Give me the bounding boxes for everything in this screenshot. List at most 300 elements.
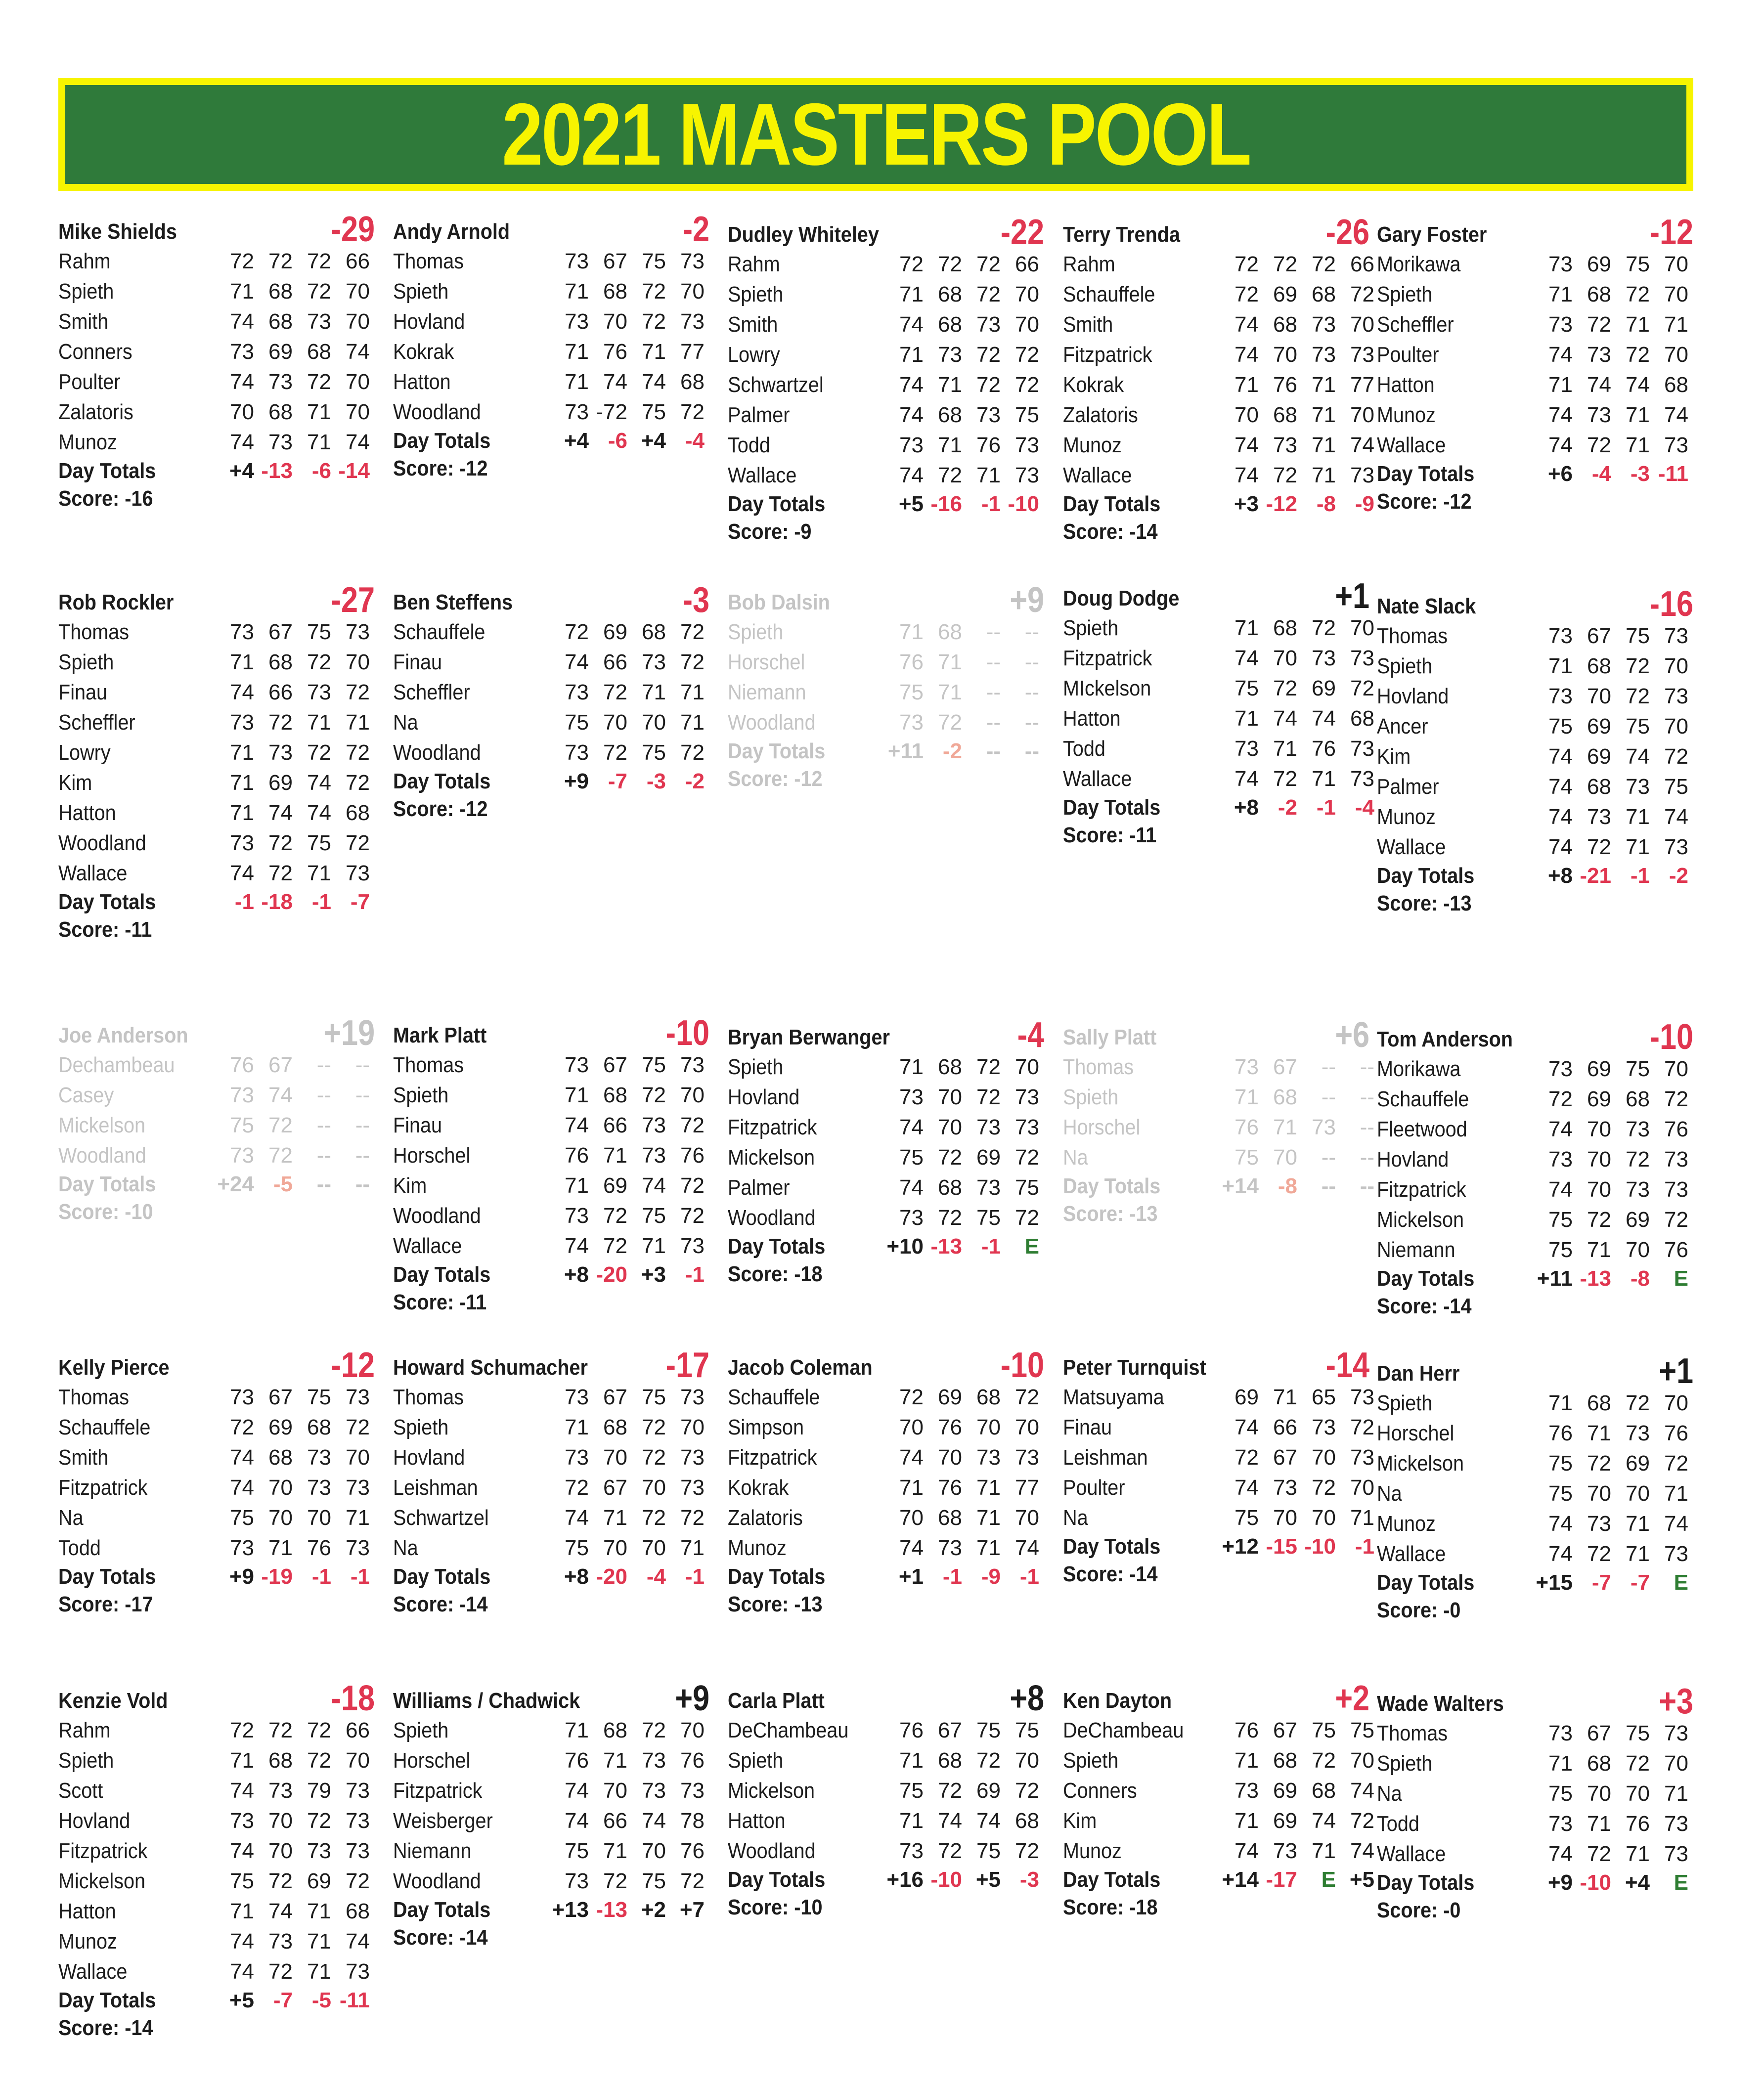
round-score: 70 [642, 1839, 666, 1863]
round-score: 73 [1587, 1512, 1611, 1536]
golfer-name: Leishman [393, 1476, 478, 1500]
round-score: 75 [642, 740, 666, 765]
golfer-row [1377, 249, 1693, 279]
golfer-row [1377, 1144, 1693, 1174]
round-score: 74 [565, 1809, 589, 1833]
round-score: 71 [346, 710, 370, 735]
golfer-row [58, 1926, 375, 1956]
round-score: 72 [565, 620, 589, 644]
golfer-name: Niemann [1377, 1238, 1455, 1262]
round-score: 68 [1587, 1391, 1611, 1415]
day-total: -3 [646, 769, 666, 793]
round-score: -- [1360, 1055, 1374, 1079]
round-score: 74 [1548, 1512, 1573, 1536]
golfer-name: Rahm [728, 252, 780, 276]
round-score: 69 [268, 340, 293, 364]
golfer-row [58, 397, 375, 427]
round-score: 73 [1587, 805, 1611, 829]
golfer-row [1063, 1473, 1374, 1503]
golfer-row [58, 1050, 375, 1080]
player-header [728, 213, 1044, 252]
golfer-row [728, 460, 1044, 490]
day-total: -4 [685, 429, 705, 453]
golfer-name: Morikawa [1377, 1057, 1461, 1081]
player-name: Kelly Pierce [58, 1355, 170, 1380]
round-score: 74 [1235, 646, 1259, 670]
round-score: 66 [603, 1113, 627, 1137]
round-score: 70 [680, 1083, 705, 1107]
round-score: 73 [1548, 312, 1573, 337]
round-score: 71 [1312, 767, 1336, 791]
round-score: 74 [642, 1809, 666, 1833]
day-totals-label: Day Totals [728, 1564, 826, 1589]
round-score: 71 [1548, 654, 1573, 678]
player-name: Andy Arnold [393, 219, 510, 244]
golfer-row [393, 1503, 709, 1533]
golfer-row [1063, 340, 1374, 370]
round-score: 72 [938, 1206, 962, 1230]
round-score: 73 [565, 309, 589, 334]
golfer-row [1377, 1235, 1693, 1265]
golfer-name: Kim [393, 1173, 427, 1198]
round-score: 75 [1626, 714, 1650, 738]
round-score: 73 [1664, 1842, 1688, 1866]
round-score: 71 [565, 279, 589, 304]
round-score: 73 [899, 1206, 924, 1230]
round-score: 72 [268, 1869, 293, 1893]
round-score: 71 [1273, 1115, 1297, 1139]
golfer-name: Woodland [728, 1839, 816, 1863]
round-score: 72 [1312, 1476, 1336, 1500]
round-score: 70 [1273, 343, 1297, 367]
golfer-row [1063, 1503, 1374, 1533]
round-score: 76 [1273, 373, 1297, 397]
player-total: -17 [665, 1346, 709, 1385]
round-score: 75 [1548, 1781, 1573, 1806]
golfer-row [58, 647, 375, 677]
player-header [1377, 584, 1693, 624]
round-score: 74 [1548, 403, 1573, 427]
golfer-name: Conners [1063, 1779, 1137, 1803]
round-score: 71 [346, 1506, 370, 1530]
round-score: 72 [1626, 282, 1650, 306]
round-score: 70 [1015, 1506, 1039, 1530]
round-score: 70 [1664, 714, 1688, 738]
round-score: 72 [1626, 654, 1650, 678]
golfer-row [1063, 1836, 1374, 1866]
round-score: 70 [1273, 1145, 1297, 1170]
round-score: 72 [1350, 676, 1374, 700]
golfer-row [1063, 1082, 1374, 1112]
golfer-row [58, 367, 375, 397]
player-name: Jacob Coleman [728, 1355, 873, 1380]
player-block [58, 210, 375, 513]
round-score: 73 [1664, 1542, 1688, 1566]
player-block [1063, 1346, 1374, 1588]
round-score: 69 [1273, 1809, 1297, 1833]
player-score: Score: -14 [1377, 1294, 1472, 1318]
day-total: -1 [1355, 1534, 1374, 1559]
player-header [393, 1013, 709, 1053]
player-score: Score: -12 [1377, 489, 1472, 514]
round-score: 75 [1548, 1481, 1573, 1506]
round-score: 73 [1015, 463, 1039, 487]
day-total: -4 [646, 1564, 666, 1589]
round-score: -- [986, 620, 1001, 644]
round-score: 73 [680, 1234, 705, 1258]
golfer-name: Thomas [58, 620, 130, 644]
round-score: 74 [899, 373, 924, 397]
day-total: -10 [1580, 1870, 1611, 1895]
round-score: 74 [1235, 463, 1259, 487]
golfer-name: Spieth [58, 1748, 114, 1773]
round-score: 73 [1626, 1177, 1650, 1202]
player-total: -14 [1325, 1346, 1369, 1385]
golfer-row [1377, 1448, 1693, 1478]
player-block [1377, 584, 1693, 917]
round-score: 74 [230, 1959, 254, 1984]
golfer-row [1377, 309, 1693, 340]
player-header [728, 1346, 1044, 1385]
round-score: 72 [1015, 1145, 1039, 1170]
player-name: Gary Foster [1377, 222, 1487, 247]
player-total: +9 [1010, 580, 1044, 620]
round-score: 70 [268, 1506, 293, 1530]
round-score: 75 [565, 1839, 589, 1863]
round-score: 72 [1626, 684, 1650, 708]
golfer-row [1063, 1776, 1374, 1806]
day-total: -- [1024, 739, 1039, 763]
round-score: 68 [268, 1748, 293, 1773]
player-name: Howard Schumacher [393, 1355, 588, 1380]
golfer-row [1063, 613, 1374, 643]
round-score: 75 [642, 1053, 666, 1077]
player-total: -10 [1649, 1017, 1693, 1057]
golfer-name: Na [1377, 1481, 1402, 1506]
round-score: 73 [1626, 1421, 1650, 1445]
round-score: 76 [899, 1718, 924, 1742]
player-total: -22 [1000, 213, 1044, 252]
day-total: +5 [898, 492, 924, 516]
round-score: 72 [1548, 1087, 1573, 1111]
round-score: 70 [307, 1506, 331, 1530]
golfer-row [728, 647, 1044, 677]
golfer-name: Smith [728, 312, 778, 337]
golfer-name: Rahm [1063, 252, 1115, 276]
player-total: +9 [675, 1679, 709, 1718]
round-score: 73 [1235, 737, 1259, 761]
round-score: 73 [307, 1445, 331, 1470]
round-score: 74 [1312, 1809, 1336, 1833]
golfer-name: Hatton [58, 1899, 116, 1923]
golfer-name: Smith [1063, 312, 1113, 337]
round-score: 73 [230, 620, 254, 644]
round-score: 68 [938, 1175, 962, 1200]
round-score: 71 [1548, 373, 1573, 397]
golfer-row [58, 1080, 375, 1110]
round-score: 68 [976, 1385, 1001, 1409]
golfer-name: Spieth [728, 1055, 784, 1079]
round-score: 69 [1587, 714, 1611, 738]
round-score: 73 [1235, 1779, 1259, 1803]
round-score: 76 [938, 1476, 962, 1500]
round-score: 76 [976, 433, 1001, 457]
round-score: 70 [230, 400, 254, 424]
player-score: Score: -13 [1063, 1202, 1158, 1226]
round-score: 73 [346, 620, 370, 644]
round-score: 74 [1235, 767, 1259, 791]
golfer-name: MIckelson [1063, 676, 1151, 700]
golfer-row [58, 1956, 375, 1987]
player-block [728, 580, 1044, 793]
round-score: -- [316, 1113, 331, 1137]
golfer-row [1063, 673, 1374, 703]
round-score: 71 [1548, 1391, 1573, 1415]
round-score: 71 [307, 710, 331, 735]
round-score: 74 [1235, 312, 1259, 337]
golfer-name: Woodland [728, 1206, 816, 1230]
day-total: +6 [1547, 462, 1573, 486]
golfer-row [728, 1533, 1044, 1563]
golfer-row [58, 798, 375, 828]
round-score: -- [1321, 1145, 1336, 1170]
player-name: Peter Turnquist [1063, 1355, 1206, 1380]
player-name: Bryan Berwanger [728, 1025, 890, 1049]
round-score: 75 [1626, 624, 1650, 648]
golfer-name: Poulter [1377, 343, 1439, 367]
day-total: +24 [217, 1172, 254, 1196]
round-score: 75 [899, 680, 924, 704]
round-score: 69 [1587, 744, 1611, 769]
golfer-name: Hovland [58, 1809, 131, 1833]
player-header [1377, 1017, 1693, 1057]
day-totals-row [1063, 1172, 1374, 1200]
golfer-name: Mickelson [58, 1113, 146, 1137]
round-score: 70 [1273, 1506, 1297, 1530]
golfer-row [393, 1745, 709, 1776]
round-score: 75 [1235, 1506, 1259, 1530]
day-total: +13 [552, 1898, 589, 1922]
round-score: 73 [346, 1779, 370, 1803]
round-score: 75 [307, 620, 331, 644]
round-score: 68 [1312, 1779, 1336, 1803]
golfer-name: Finau [58, 680, 108, 704]
day-total: -1 [1630, 864, 1650, 888]
round-score: 69 [976, 1779, 1001, 1803]
day-total: -1 [981, 1234, 1001, 1259]
round-score: 70 [603, 710, 627, 735]
golfer-row [393, 677, 709, 707]
golfer-name: Wallace [58, 1959, 128, 1984]
player-header [1063, 1346, 1369, 1385]
round-score: 73 [938, 343, 962, 367]
day-total: -1 [350, 1564, 370, 1589]
player-block [393, 210, 709, 482]
player-header [1063, 213, 1369, 252]
round-score: 68 [346, 801, 370, 825]
golfer-name: Na [393, 710, 418, 735]
round-score: 72 [346, 1869, 370, 1893]
round-score: 72 [642, 1083, 666, 1107]
round-score: 70 [1015, 1748, 1039, 1773]
golfer-name: Woodland [728, 710, 816, 735]
round-score: 73 [565, 1445, 589, 1470]
player-score: Score: -0 [1377, 1598, 1461, 1622]
round-score: 73 [230, 710, 254, 735]
day-total: +5 [229, 1988, 254, 2012]
round-score: 73 [230, 340, 254, 364]
round-score: 71 [565, 1718, 589, 1742]
day-total: -3 [1630, 462, 1650, 486]
golfer-row [1377, 802, 1693, 832]
player-name: Mike Shields [58, 219, 177, 244]
round-score: 73 [680, 249, 705, 273]
day-totals-row [58, 1171, 375, 1198]
round-score: 71 [307, 1959, 331, 1984]
day-total: -7 [350, 890, 370, 914]
day-total: +14 [1222, 1174, 1259, 1198]
golfer-name: Schauffele [728, 1385, 820, 1409]
round-score: 74 [565, 1234, 589, 1258]
round-score: 72 [976, 373, 1001, 397]
page-title: 2021 MASTERS POOL [501, 85, 1250, 183]
round-score: 74 [230, 1476, 254, 1500]
round-score: 72 [680, 740, 705, 765]
round-score: 72 [976, 343, 1001, 367]
day-totals-label: Day Totals [1063, 492, 1161, 516]
golfer-name: Scheffler [58, 710, 135, 735]
round-score: 73 [680, 1779, 705, 1803]
golfer-name: Munoz [1063, 1839, 1122, 1863]
round-score: 73 [1664, 1721, 1688, 1745]
day-total: -4 [1355, 795, 1374, 820]
round-score: 73 [268, 1779, 293, 1803]
round-score: 75 [1235, 1145, 1259, 1170]
golfer-name: Leishman [1063, 1445, 1148, 1470]
round-score: 70 [1664, 343, 1688, 367]
round-score: 75 [1548, 1208, 1573, 1232]
day-total: -7 [273, 1988, 293, 2012]
round-score: -- [355, 1083, 370, 1107]
day-total: +2 [641, 1898, 666, 1922]
round-score: 72 [976, 252, 1001, 276]
day-total: -11 [1658, 462, 1688, 486]
golfer-row [728, 1112, 1044, 1142]
player-header [728, 1015, 1044, 1055]
player-score: Score: -10 [58, 1200, 153, 1224]
round-score: 72 [346, 740, 370, 765]
player-total: -16 [1649, 584, 1693, 624]
day-total: -6 [311, 459, 331, 483]
golfer-row [58, 1836, 375, 1866]
round-score: 73 [346, 1476, 370, 1500]
round-score: 75 [976, 1839, 1001, 1863]
player-block [1063, 213, 1374, 546]
round-score: 71 [1235, 1085, 1259, 1109]
round-score: 67 [268, 1053, 293, 1077]
round-score: 73 [680, 1476, 705, 1500]
golfer-row [58, 1140, 375, 1171]
golfer-row [58, 707, 375, 738]
golfer-row [1377, 621, 1693, 651]
round-score: 68 [268, 650, 293, 674]
golfer-name: DeChambeau [1063, 1718, 1184, 1742]
round-score: 74 [938, 1809, 962, 1833]
round-score: 72 [1350, 1415, 1374, 1439]
round-score: 72 [938, 710, 962, 735]
round-score: 70 [1235, 403, 1259, 427]
round-score: 76 [1664, 1421, 1688, 1445]
round-score: 71 [230, 650, 254, 674]
golfer-row [728, 1142, 1044, 1172]
round-score: -- [355, 1143, 370, 1168]
day-total: -5 [311, 1988, 331, 2012]
round-score: 73 [1350, 737, 1374, 761]
golfer-name: Spieth [1377, 1751, 1433, 1776]
round-score: 70 [1350, 1748, 1374, 1773]
round-score: 73 [976, 312, 1001, 337]
round-score: 73 [565, 680, 589, 704]
round-score: 73 [680, 1445, 705, 1470]
player-name: Terry Trenda [1063, 222, 1180, 247]
round-score: -- [1024, 620, 1039, 644]
golfer-name: Zalatoris [728, 1506, 803, 1530]
golfer-name: Woodland [58, 831, 146, 855]
round-score: 72 [1015, 1206, 1039, 1230]
day-total: -2 [685, 769, 705, 793]
day-total: +4 [1625, 1870, 1650, 1895]
round-score: 72 [938, 463, 962, 487]
round-score: 75 [1350, 1718, 1374, 1742]
round-score: 73 [1015, 1085, 1039, 1109]
day-totals-row [728, 738, 1044, 765]
round-score: 71 [1626, 1512, 1650, 1536]
round-score: 73 [565, 400, 589, 424]
golfer-row [1063, 734, 1374, 764]
golfer-row [1063, 430, 1374, 460]
round-score: 70 [642, 1536, 666, 1560]
golfer-name: Weisberger [393, 1809, 493, 1833]
player-header [58, 210, 375, 249]
round-score: 74 [230, 1839, 254, 1863]
player-total: +19 [323, 1013, 375, 1053]
golfer-name: Smith [58, 1445, 109, 1470]
round-score: 70 [1664, 1057, 1688, 1081]
round-score: 75 [642, 1385, 666, 1409]
round-score: 71 [1587, 1421, 1611, 1445]
round-score: 73 [642, 1113, 666, 1137]
golfer-row [393, 276, 709, 306]
golfer-name: Na [1377, 1781, 1402, 1806]
day-total: -17 [1266, 1867, 1297, 1892]
golfer-name: Spieth [728, 282, 784, 306]
round-score: 74 [268, 801, 293, 825]
golfer-name: Hovland [1377, 684, 1449, 708]
round-score: 70 [1587, 1117, 1611, 1141]
golfer-row [393, 1140, 709, 1171]
golfer-row [58, 1806, 375, 1836]
round-score: 73 [976, 403, 1001, 427]
round-score: 74 [1664, 403, 1688, 427]
golfer-row [58, 677, 375, 707]
golfer-name: Wallace [1063, 463, 1132, 487]
round-score: 73 [680, 309, 705, 334]
round-score: 74 [1312, 706, 1336, 731]
round-score: 74 [1350, 1779, 1374, 1803]
round-score: -- [316, 1053, 331, 1077]
golfer-row [728, 1442, 1044, 1473]
round-score: 76 [899, 650, 924, 674]
